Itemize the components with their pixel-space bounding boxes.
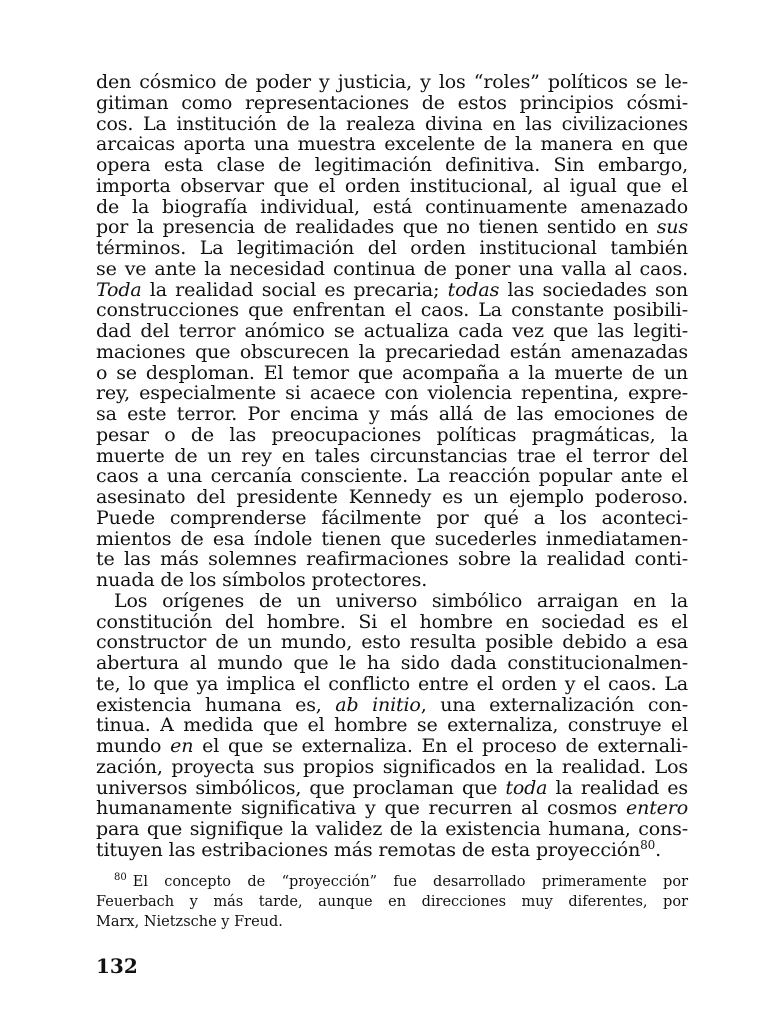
text-line: nuada de los símbolos protectores. <box>96 569 428 591</box>
paragraph-start-line: Los orígenes de un universo simbólico arraigan en la <box>114 589 688 612</box>
footnote-text: El concepto de “proyección” fue desarrollado primeramente por <box>132 874 688 890</box>
text-line: de la biografía individual, está continuamente amenazado <box>96 195 688 218</box>
text-segment: humanamente significativa y que recurren al cosmos <box>96 797 627 820</box>
italic-word: sus <box>656 216 688 239</box>
text-segment: la realidad social es precaria; <box>141 278 448 301</box>
text-segment: las sociedades son <box>499 278 688 301</box>
text-line: maciones que obscurecen la precariedad están amenazadas <box>96 340 688 363</box>
text-line: dad del terror anómico se actualiza cada vez que las legiti- <box>96 320 688 342</box>
text-line: den cósmico de poder y justicia, y los “roles” políticos se le- <box>96 71 688 93</box>
italic-word: todas <box>447 278 500 301</box>
text-line: arcaicas aporta una muestra excelente de la manera en que <box>96 133 688 156</box>
text-line: rey, especialmente si acaece con violencia repentina, expre- <box>96 382 688 405</box>
text-line: asesinato del presidente Kennedy es un ejemplo poderoso. <box>96 486 688 508</box>
text-line: o se desploman. El temor que acompaña a la muerte de un <box>96 361 688 384</box>
text-line <box>96 837 688 861</box>
text-line <box>96 280 688 301</box>
footnote-number: 80 <box>114 872 127 883</box>
text-line <box>96 217 688 238</box>
text-segment: tituyen las estribaciones más remotas de esta proyección <box>96 838 641 861</box>
text-line: importa observar que el orden institucional, al igual que el <box>96 174 688 197</box>
text-segment: mundo <box>96 735 171 757</box>
text-line <box>96 695 688 716</box>
text-line: abertura al mundo que le ha sido dada constitucionalmen- <box>96 652 688 674</box>
italic-word: entero <box>626 797 688 820</box>
text-line: constitución del hombre. Si el hombre en sociedad es el <box>96 610 688 633</box>
text-line: opera esta clase de legitimación definitiva. Sin embargo, <box>96 154 688 176</box>
text-segment: el que se externaliza. En el proceso de externali- <box>193 735 688 757</box>
text-line: gitiman como representaciones de estos principios cósmi- <box>96 91 688 114</box>
text-line: términos. La legitimación del orden institucional también <box>96 237 688 259</box>
text-line: muerte de un rey en tales circunstancias trae el terror del <box>96 444 688 467</box>
text-line <box>96 778 688 799</box>
text-segment: universos simbólicos, que proclaman que <box>96 776 506 799</box>
text-line: te las más solemnes reafirmaciones sobre la realidad conti- <box>96 548 688 571</box>
text-segment: , una externalización con- <box>420 693 688 716</box>
footnote-line: Marx, Nietzsche y Freud. <box>96 914 283 930</box>
text-line: constructor de un mundo, esto resulta posible debido a esa <box>96 631 688 654</box>
text-segment: la realidad es <box>547 776 688 799</box>
text-segment: existencia humana es, <box>96 693 336 716</box>
italic-word: Toda <box>96 278 142 301</box>
text-line: para que signifique la validez de la existencia humana, cons- <box>96 818 688 840</box>
text-line: sa este terror. Por encima y más allá de las emociones de <box>96 403 688 425</box>
footnote-line <box>96 872 688 892</box>
footnote-block <box>96 872 688 932</box>
main-text-block <box>96 72 688 861</box>
text-line: construcciones que enfrentan el caos. La constante posibili- <box>96 299 688 322</box>
page-number: 132 <box>96 954 138 978</box>
text-line: Puede comprenderse fácilmente por qué a los aconteci- <box>96 506 688 529</box>
text-segment: por la presencia de realidades que no tienen sentido en <box>96 216 657 239</box>
italic-word: ab initio <box>335 693 421 716</box>
text-line <box>96 798 688 819</box>
text-line: caos a una cercanía consciente. La reacción popular ante el <box>96 465 688 488</box>
footnote-line: Feuerbach y más tarde, aunque en direcciones muy diferentes, por <box>96 894 688 910</box>
italic-word: en <box>170 735 194 757</box>
text-line: pesar o de las preocupaciones políticas pragmáticas, la <box>96 423 688 446</box>
text-line: mientos de esa índole tienen que sucederles inmediatamen- <box>96 527 688 550</box>
text-line: se ve ante la necesidad continua de poner una valla al caos. <box>96 257 688 280</box>
text-line: cos. La institución de la realeza divina en las civilizaciones <box>96 112 688 135</box>
italic-word: toda <box>505 776 548 799</box>
text-segment: . <box>655 838 662 861</box>
text-line: te, lo que ya implica el conflicto entre el orden y el caos. La <box>96 672 688 695</box>
text-line <box>96 736 688 757</box>
footnote-reference: 80 <box>640 837 656 852</box>
text-line: tinua. A medida que el hombre se externaliza, construye el <box>96 714 688 737</box>
text-line: zación, proyecta sus propios significados en la realidad. Los <box>96 755 688 778</box>
